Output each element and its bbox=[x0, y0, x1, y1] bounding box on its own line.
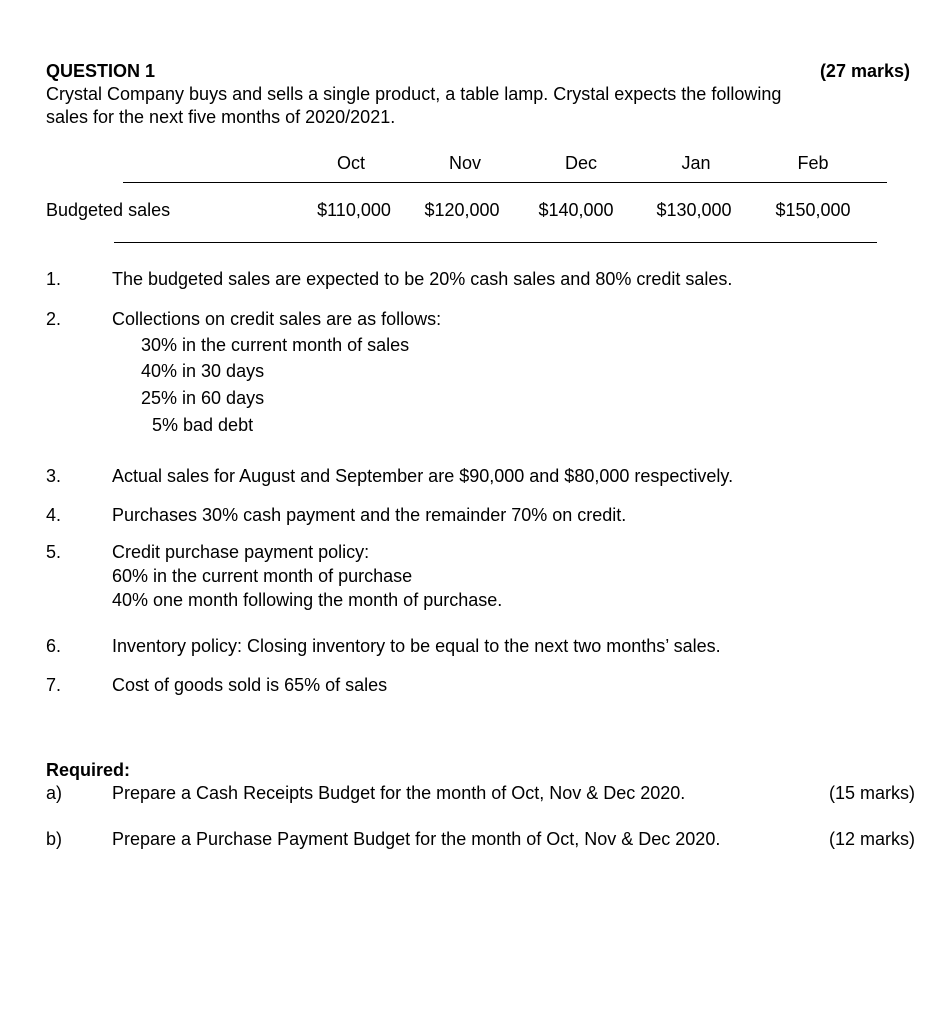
sub-item: 40% one month following the month of purchase. bbox=[112, 590, 503, 610]
month-header: Nov bbox=[448, 153, 481, 173]
sales-value: $120,000 bbox=[424, 200, 500, 220]
item-text: Inventory policy: Closing inventory to be equal to the next two months’ sales. bbox=[112, 636, 721, 656]
total-marks: (27 marks) bbox=[819, 61, 910, 81]
item-text: Collections on credit sales are as follows: bbox=[112, 309, 442, 329]
intro-line-2: sales for the next five months of 2020/2021. bbox=[46, 107, 396, 127]
sub-item: 30% in the current month of sales bbox=[141, 335, 410, 355]
item-text: Credit purchase payment policy: bbox=[112, 542, 370, 562]
row-label: Budgeted sales bbox=[46, 200, 171, 220]
sales-value: $140,000 bbox=[538, 200, 614, 220]
required-heading: Required: bbox=[46, 760, 131, 780]
part-text: Prepare a Cash Receipts Budget for the month of Oct, Nov & Dec 2020. bbox=[112, 783, 686, 803]
intro-line-1: Crystal Company buys and sells a single product, a table lamp. Crystal expects the following bbox=[46, 84, 782, 104]
sub-item: 40% in 30 days bbox=[141, 361, 265, 381]
part-marks: (15 marks) bbox=[828, 783, 915, 803]
sub-item: 25% in 60 days bbox=[141, 388, 265, 408]
item-number: 5. bbox=[46, 542, 62, 562]
question-title: QUESTION 1 bbox=[46, 61, 156, 81]
part-label: b) bbox=[46, 829, 63, 849]
month-header: Feb bbox=[797, 153, 829, 173]
item-text: The budgeted sales are expected to be 20% cash sales and 80% credit sales. bbox=[112, 269, 733, 289]
month-header: Dec bbox=[564, 153, 597, 173]
month-header: Oct bbox=[336, 153, 365, 173]
item-text: Actual sales for August and September are $90,000 and $80,000 respectively. bbox=[112, 466, 734, 486]
month-header: Jan bbox=[681, 153, 711, 173]
item-number: 4. bbox=[46, 505, 62, 525]
item-number: 6. bbox=[46, 636, 62, 656]
item-text: Cost of goods sold is 65% of sales bbox=[112, 675, 388, 695]
part-text: Prepare a Purchase Payment Budget for the month of Oct, Nov & Dec 2020. bbox=[112, 829, 721, 849]
item-number: 7. bbox=[46, 675, 62, 695]
part-marks: (12 marks) bbox=[828, 829, 915, 849]
table-top-rule bbox=[123, 182, 887, 183]
sub-item: 5% bad debt bbox=[152, 415, 254, 435]
item-number: 3. bbox=[46, 466, 62, 486]
item-number: 1. bbox=[46, 269, 62, 289]
item-number: 2. bbox=[46, 309, 62, 329]
table-bottom-rule bbox=[114, 242, 877, 243]
sales-value: $150,000 bbox=[775, 200, 851, 220]
sub-item: 60% in the current month of purchase bbox=[112, 566, 413, 586]
sales-value: $130,000 bbox=[656, 200, 732, 220]
sales-value: $110,000 bbox=[317, 200, 391, 220]
part-label: a) bbox=[46, 783, 63, 803]
item-text: Purchases 30% cash payment and the remainder 70% on credit. bbox=[112, 505, 627, 525]
